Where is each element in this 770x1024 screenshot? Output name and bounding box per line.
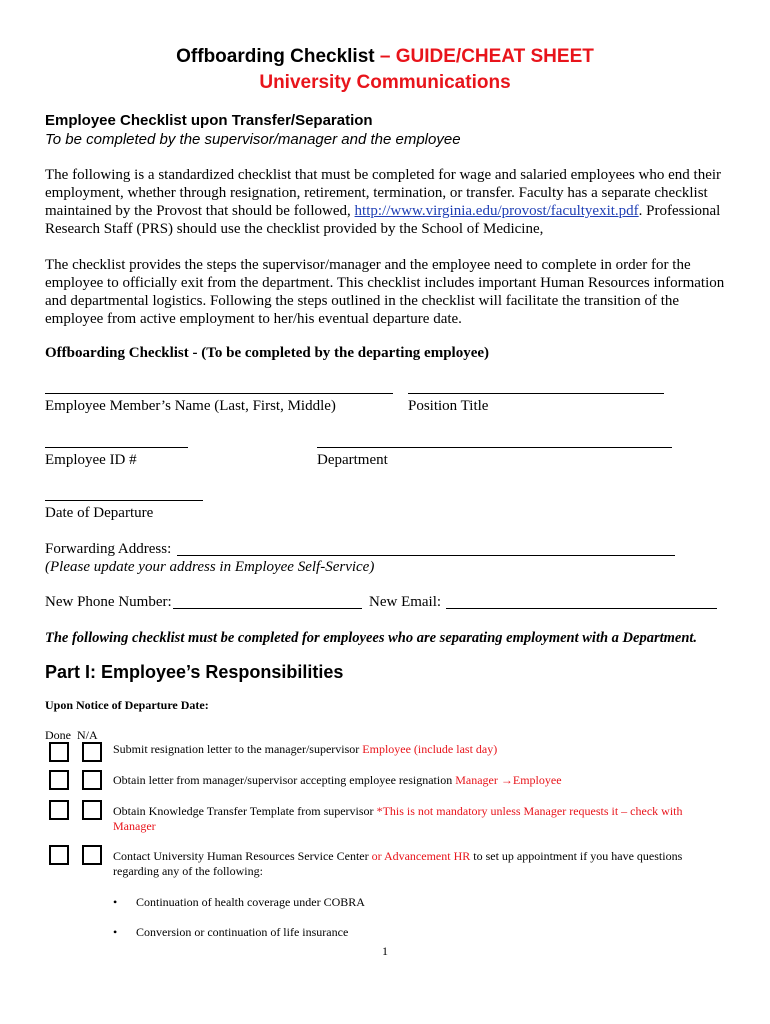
page-number: 1 <box>382 944 388 958</box>
email-line[interactable] <box>446 608 717 609</box>
title-main: Offboarding Checklist <box>176 46 380 67</box>
item-responsible: or Advancement HR <box>371 849 471 863</box>
name-line[interactable] <box>45 393 393 394</box>
done-checkbox[interactable] <box>49 845 69 865</box>
intro-paragraph <box>45 166 735 238</box>
part-one-title: Part I: Employee’s Responsibilities <box>45 662 344 682</box>
page-subtitle: University Communications <box>259 72 511 93</box>
column-headers <box>45 728 98 743</box>
done-checkbox[interactable] <box>49 770 69 790</box>
employee-id-line[interactable] <box>45 447 188 448</box>
na-checkbox[interactable] <box>82 742 102 762</box>
item-responsible: Manager →Employee <box>455 773 562 787</box>
form-heading: Offboarding Checklist - (To be completed by the departing employee) <box>45 345 490 361</box>
page-title <box>0 46 770 68</box>
checklist-item <box>113 742 728 757</box>
item-responsible: *This is not mandatory unless Manager requests it – check with Manager <box>113 804 683 833</box>
na-column-label: N/A <box>77 728 98 742</box>
list-item: Continuation of health coverage under COBRA <box>136 895 365 909</box>
done-checkbox[interactable] <box>49 800 69 820</box>
checklist-item <box>113 804 728 834</box>
section-heading: Employee Checklist upon Transfer/Separation <box>45 112 373 129</box>
provost-link[interactable]: http://www.virginia.edu/provost/facultyexit.pdf <box>354 203 639 219</box>
departure-date-line[interactable] <box>45 500 203 501</box>
forwarding-note: (Please update your address in Employee Self-Service) <box>45 559 375 575</box>
employee-id-label: Employee ID # <box>45 452 137 468</box>
completion-notice: The following checklist must be completed for employees who are separating employment with a Department. <box>45 630 698 646</box>
department-line[interactable] <box>317 447 672 448</box>
item-responsible: Employee (include last day) <box>362 742 498 756</box>
name-label: Employee Member’s Name (Last, First, Middle) <box>45 398 336 414</box>
item-text-end: to set up appointment if you have questions regarding any of the following: <box>113 849 683 878</box>
title-guide: – GUIDE/CHEAT SHEET <box>379 46 594 67</box>
bullet-icon: • <box>113 895 118 909</box>
item-text: Obtain Knowledge Transfer Template from supervisor <box>113 804 377 818</box>
na-checkbox[interactable] <box>82 845 102 865</box>
checklist-paragraph: The checklist provides the steps the supervisor/manager and the employee need to complete in order for the employee to officially exit from the department. This checklist includes important Human Resources information and departmental logistics. Following the steps outlined in the checklist will facilitate the transition of the employee from active employment to her/his eventual departure date. <box>45 257 725 327</box>
position-label: Position Title <box>408 398 489 414</box>
na-checkbox[interactable] <box>82 800 102 820</box>
section-subheading: To be completed by the supervisor/manager and the employee <box>45 131 461 148</box>
checklist-item <box>113 773 728 788</box>
departure-notice-heading: Upon Notice of Departure Date: <box>45 698 209 712</box>
department-label: Department <box>317 452 388 468</box>
done-column-label: Done <box>45 728 71 742</box>
intro-text: The following is a standardized checklist that must be completed for wage and salaried employees who end their employment, whether through resignation, retirement, termination, or transfer. Faculty has a separate checklist maintained by the Provost that should be followed, <box>45 167 722 219</box>
item-text: Contact University Human Resources Service Center <box>113 849 372 863</box>
forwarding-address-line[interactable] <box>177 555 675 556</box>
phone-line[interactable] <box>173 608 362 609</box>
position-line[interactable] <box>408 393 664 394</box>
email-label: New Email: <box>369 594 442 610</box>
checklist-item <box>113 849 728 879</box>
departure-date-label: Date of Departure <box>45 505 154 521</box>
bullet-icon: • <box>113 925 118 939</box>
na-checkbox[interactable] <box>82 770 102 790</box>
phone-label: New Phone Number: <box>45 594 172 610</box>
forwarding-address-label: Forwarding Address: <box>45 541 172 557</box>
item-text: Submit resignation letter to the manager/supervisor <box>113 742 363 756</box>
list-item: Conversion or continuation of life insurance <box>136 925 349 939</box>
intro-text-end: . Professional Research Staff (PRS) should use the checklist provided by the School of Medicine, <box>45 203 721 237</box>
done-checkbox[interactable] <box>49 742 69 762</box>
item-text: Obtain letter from manager/supervisor accepting employee resignation <box>113 773 456 787</box>
